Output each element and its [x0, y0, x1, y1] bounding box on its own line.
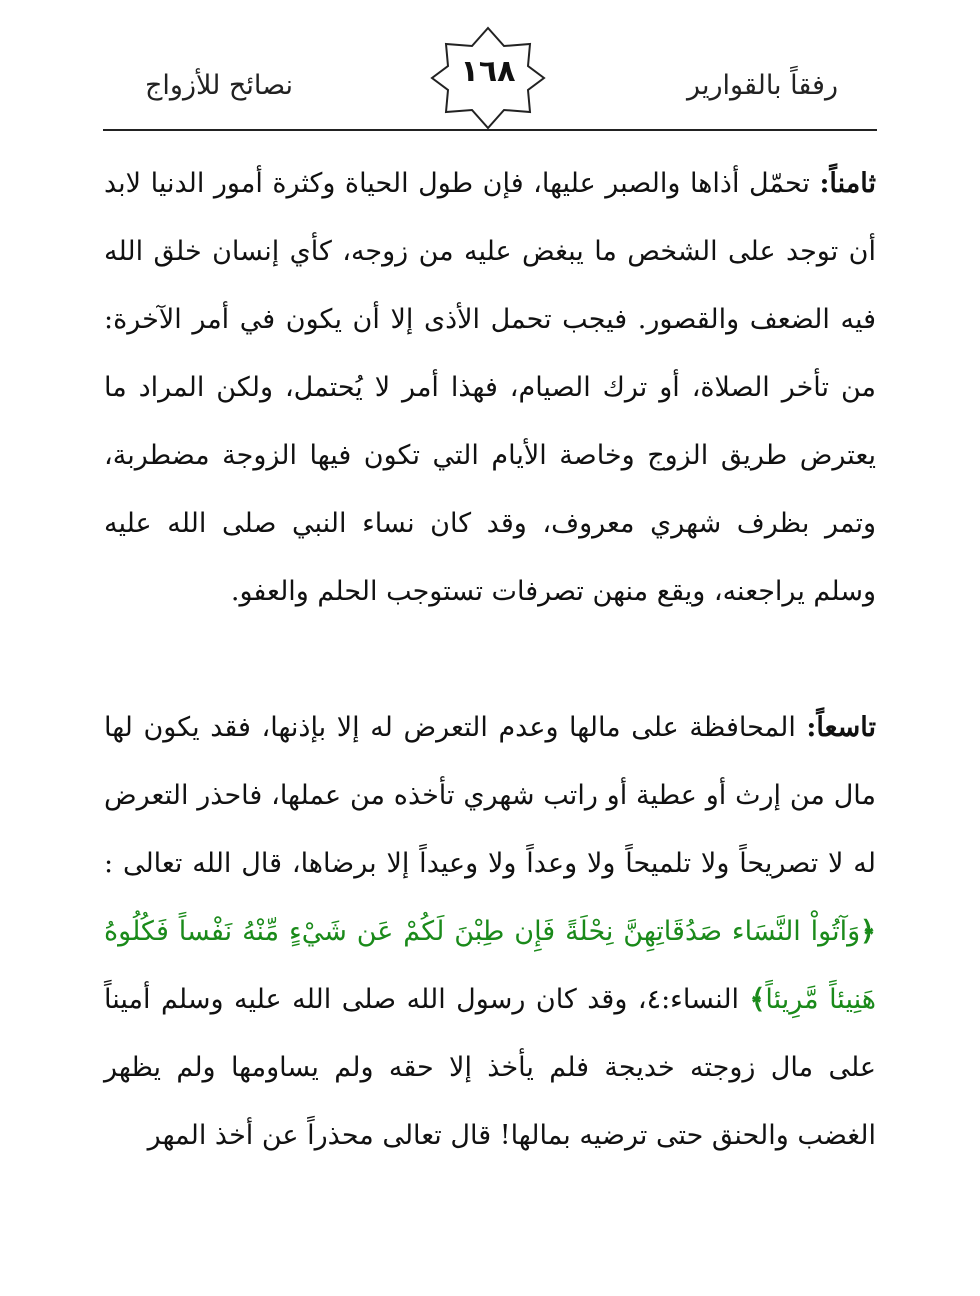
page-number: ١٦٨ — [460, 54, 516, 89]
paragraph-ninth — [104, 694, 876, 1170]
header-divider — [103, 129, 877, 131]
chapter-title: نصائح للأزواج — [145, 70, 294, 101]
paragraph-eighth — [104, 150, 876, 626]
quran-close-bracket: ﴾ — [749, 984, 766, 1015]
quran-open-bracket: ﴿ — [860, 916, 876, 947]
page-number-badge — [430, 26, 546, 130]
paragraph-text-continued: النساء:٤، وقد كان رسول الله صلى الله عليه وسلم أميناً على مال زوجته خديجة فلم يأخذ إلا حقه ولم يساومها ولم يظهر الغضب والحنق حتى ترضيه بمالها! قال تعالى محذراً عن أخذ المهر — [104, 984, 876, 1151]
paragraph-lead: تاسعاً: — [806, 712, 876, 743]
page-header — [0, 0, 980, 140]
book-title: رفقاً بالقوارير — [687, 70, 838, 101]
paragraph-text: المحافظة على مالها وعدم التعرض له إلا بإذنها، فقد يكون لها مال من إرث أو عطية أو راتب شهري تأخذه من عملها، فاحذر التعرض له لا تصريحاً ولا تلميحاً ولا وعداً ولا وعيداً إلا برضاها، قال الله تعالى : — [104, 712, 876, 879]
paragraph-text: تحمّل أذاها والصبر عليها، فإن طول الحياة وكثرة أمور الدنيا لابد أن توجد على الشخص ما يبغض عليه من زوجه، كأي إنسان خلق الله فيه الضعف والقصور. فيجب تحمل الأذى إلا أن يكون في أمر الآخرة: من تأخر الصلاة، أو ترك الصيام، فهذا أمر لا يُحتمل، ولكن المراد ما يعترض طريق الزوج وخاصة الأيام التي تكون فيها الزوجة مضطربة، وتمر بظرف شهري معروف، وقد كان نساء النبي صلى الله عليه وسلم يراجعنه، ويقع منهن تصرفات تستوجب الحلم والعفو. — [104, 168, 876, 607]
quran-verse: وَآتُواْ النَّسَاء صَدُقَاتِهِنَّ نِحْلَةً فَإِن طِبْنَ لَكُمْ عَن شَيْءٍ مِّنْهُ نَفْساً فَكُلُوهُ هَنِيئاً مَّرِيئاً — [104, 916, 876, 1015]
page-body — [104, 150, 876, 1170]
paragraph-lead: ثامناً: — [819, 168, 876, 199]
